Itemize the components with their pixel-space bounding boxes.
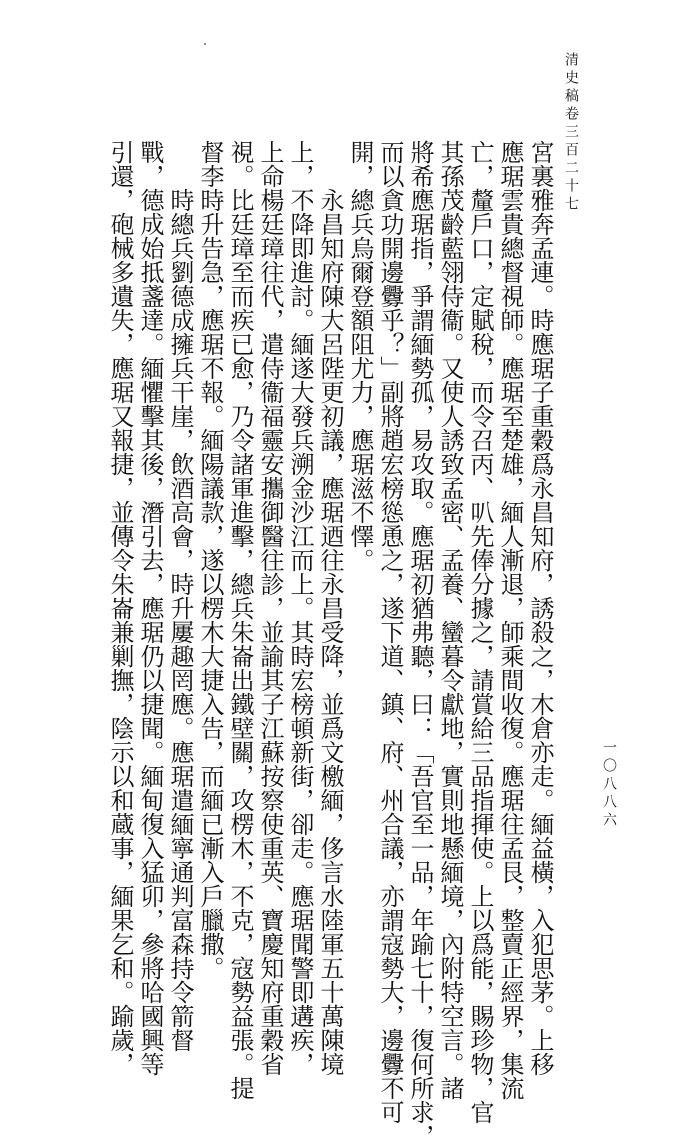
text-column: 將希應琚指，爭謂緬勢孤，易攻取。應琚初猶弗聽，曰：「吾官至一品，年踰七十，復何所求， bbox=[406, 140, 434, 1148]
page-number: 一〇八八六 bbox=[601, 740, 617, 830]
text-column: 亡，釐戶口，定賦稅，而令召丙、叭先俸分據之，請賞給三品指揮使。上以爲能，賜珍物，官 bbox=[466, 140, 494, 1124]
running-title: 清史稿卷三百二十七 bbox=[563, 52, 579, 214]
text-column: 引還，砲械多遺失，應琚又報捷，並傳令朱崙兼剿撫，陰示以和蔵事，緬果乞和。踰歲， bbox=[106, 140, 134, 1076]
text-column: 應琚雲貴總督視師。應琚至楚雄，緬人漸退，師乘間收復。應琚往孟艮，整賣正經界，集流 bbox=[496, 140, 524, 1100]
text-column: 視。比廷璋至而疾已愈，乃令諸軍進擊，總兵朱崙出鐵壁關，攻楞木，不克，寇勢益張。提 bbox=[226, 140, 254, 1100]
text-column: 其孫茂齡藍翎侍衞。又使人誘致孟密、孟養、蠻暮令獻地，實則地懸緬境，內附特空言。諸 bbox=[436, 140, 464, 1100]
text-column: 宮裏雅奔孟連。時應琚子重穀爲永昌知府，誘殺之，木倉亦走。緬益橫，入犯思茅。上移 bbox=[526, 140, 554, 1076]
scan-speck bbox=[204, 43, 206, 45]
text-column: 督李時升告急，應琚不報。緬陽議款，遂以楞木大捷入告，而緬已漸入戶臘撒。 bbox=[196, 140, 224, 980]
text-column: 上命楊廷璋往代，遣侍衞福靈安攜御醫往診，並諭其子江蘇按察使重英、寶慶知府重穀省 bbox=[256, 140, 284, 1076]
text-column: 而以貪功開邊釁乎？」副將趙宏榜慫恿之，遂下道、鎮、府、州合議，亦謂寇勢大，邊釁不可 bbox=[376, 140, 404, 1124]
text-column: 永昌知府陳大呂陛更初議，應琚迺往永昌受降，並爲文檄緬，侈言水陸軍五十萬陳境 bbox=[316, 188, 344, 1076]
text-column: 時總兵劉德成擁兵干崖，飲酒高會，時升屢趣罔應。應琚遣緬寧通判富森持令箭督 bbox=[166, 188, 194, 1052]
text-column: 開，總兵烏爾登額阻尤力，應琚滋不懌。 bbox=[346, 140, 374, 572]
text-column: 戰，德成始抵盞達。緬懼擊其後，潛引去，應琚仍以捷聞。緬甸復入猛卯，參將哈國興等 bbox=[136, 140, 164, 1076]
text-column: 上，不降即進討。緬遂大發兵溯金沙江而上。其時宏榜頓新街，卻走。應琚聞警即遘疾， bbox=[286, 140, 314, 1076]
